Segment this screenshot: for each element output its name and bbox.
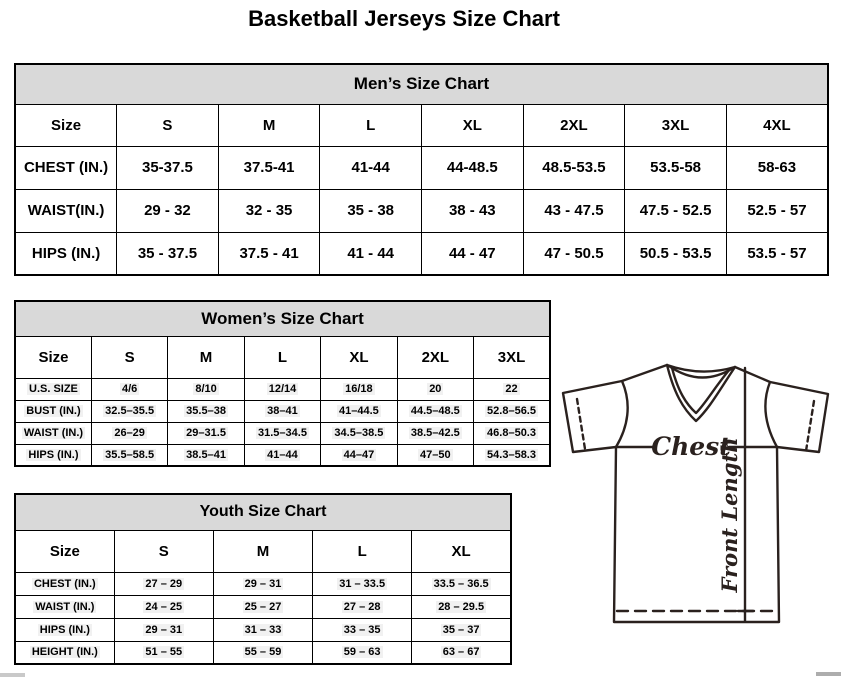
size-value: 31.5–34.5 xyxy=(244,422,320,444)
row-label: HEIGHT (IN.) xyxy=(15,641,114,664)
row-label: HIPS (IN.) xyxy=(15,618,114,641)
size-value: 20 xyxy=(397,378,473,400)
column-header: Size xyxy=(15,530,114,572)
size-value: 44 - 47 xyxy=(422,232,524,275)
size-value: 35-37.5 xyxy=(117,146,219,189)
womens-chart-title: Women’s Size Chart xyxy=(15,301,550,336)
size-value: 8/10 xyxy=(168,378,244,400)
size-value: 43 - 47.5 xyxy=(523,189,625,232)
size-value: 44–47 xyxy=(321,444,397,466)
size-value: 38.5–42.5 xyxy=(397,422,473,444)
size-value: 22 xyxy=(474,378,550,400)
size-value: 25 – 27 xyxy=(213,595,312,618)
column-header: Size xyxy=(15,104,117,146)
size-value: 32 - 35 xyxy=(218,189,320,232)
size-value: 35 - 38 xyxy=(320,189,422,232)
size-value: 32.5–35.5 xyxy=(91,400,167,422)
table-row xyxy=(15,189,828,232)
chest-label: Chest xyxy=(651,432,731,461)
column-header: Size xyxy=(15,336,91,378)
size-value: 35.5–58.5 xyxy=(91,444,167,466)
column-header: XL xyxy=(422,104,524,146)
size-value: 33.5 – 36.5 xyxy=(412,572,511,595)
size-value: 50.5 - 53.5 xyxy=(625,232,727,275)
column-header: M xyxy=(218,104,320,146)
row-label: WAIST (IN.) xyxy=(15,422,91,444)
size-value: 31 – 33.5 xyxy=(313,572,412,595)
size-value: 35 - 37.5 xyxy=(117,232,219,275)
column-header: M xyxy=(213,530,312,572)
row-label: CHEST (IN.) xyxy=(15,146,117,189)
size-value: 47 - 50.5 xyxy=(523,232,625,275)
column-header: XL xyxy=(321,336,397,378)
size-value: 59 – 63 xyxy=(313,641,412,664)
size-value: 52.8–56.5 xyxy=(474,400,550,422)
column-header: 4XL xyxy=(726,104,828,146)
size-value: 58-63 xyxy=(726,146,828,189)
size-value: 33 – 35 xyxy=(313,618,412,641)
size-value: 48.5-53.5 xyxy=(523,146,625,189)
size-value: 53.5 - 57 xyxy=(726,232,828,275)
table-row xyxy=(15,400,550,422)
size-value: 37.5 - 41 xyxy=(218,232,320,275)
table-row xyxy=(15,444,550,466)
size-value: 52.5 - 57 xyxy=(726,189,828,232)
size-value: 29 – 31 xyxy=(114,618,213,641)
column-header: 3XL xyxy=(625,104,727,146)
womens-size-chart-table xyxy=(14,300,551,467)
column-header: S xyxy=(114,530,213,572)
scrollbar-fragment-left[interactable] xyxy=(0,673,25,677)
row-label: WAIST(IN.) xyxy=(15,189,117,232)
column-header: 2XL xyxy=(523,104,625,146)
row-label: HIPS (IN.) xyxy=(15,232,117,275)
size-value: 31 – 33 xyxy=(213,618,312,641)
size-value: 35 – 37 xyxy=(412,618,511,641)
table-row xyxy=(15,146,828,189)
size-value: 27 – 29 xyxy=(114,572,213,595)
table-row xyxy=(15,618,511,641)
size-value: 28 – 29.5 xyxy=(412,595,511,618)
size-value: 38.5–41 xyxy=(168,444,244,466)
youth-size-chart-table xyxy=(14,493,512,665)
row-label: CHEST (IN.) xyxy=(15,572,114,595)
size-value: 26–29 xyxy=(91,422,167,444)
size-value: 27 – 28 xyxy=(313,595,412,618)
jersey-measurement-diagram xyxy=(557,357,837,629)
size-value: 53.5-58 xyxy=(625,146,727,189)
left-cuff-dashed-line xyxy=(577,399,585,449)
right-cuff-dashed-line xyxy=(806,401,814,451)
size-value: 47.5 - 52.5 xyxy=(625,189,727,232)
size-value: 38 - 43 xyxy=(422,189,524,232)
table-row xyxy=(15,378,550,400)
table-row xyxy=(15,595,511,618)
table-row xyxy=(15,422,550,444)
table-row xyxy=(15,572,511,595)
size-value: 16/18 xyxy=(321,378,397,400)
scrollbar-fragment-right[interactable] xyxy=(816,672,841,676)
size-value: 29–31.5 xyxy=(168,422,244,444)
mens-chart-title: Men’s Size Chart xyxy=(15,64,828,104)
size-value: 38–41 xyxy=(244,400,320,422)
column-header: 3XL xyxy=(474,336,550,378)
jersey-torso xyxy=(614,447,779,622)
size-value: 51 – 55 xyxy=(114,641,213,664)
size-value: 37.5-41 xyxy=(218,146,320,189)
column-header: L xyxy=(320,104,422,146)
column-header: M xyxy=(168,336,244,378)
column-header: 2XL xyxy=(397,336,473,378)
size-value: 47–50 xyxy=(397,444,473,466)
mens-size-chart-table xyxy=(14,63,829,276)
column-header: L xyxy=(244,336,320,378)
size-value: 63 – 67 xyxy=(412,641,511,664)
column-header: L xyxy=(313,530,412,572)
row-label: HIPS (IN.) xyxy=(15,444,91,466)
youth-chart-title: Youth Size Chart xyxy=(15,494,511,530)
size-value: 41–44 xyxy=(244,444,320,466)
page-title: Basketball Jerseys Size Chart xyxy=(248,6,560,31)
column-header: XL xyxy=(412,530,511,572)
size-value: 54.3–58.3 xyxy=(474,444,550,466)
column-header: S xyxy=(117,104,219,146)
size-value: 41-44 xyxy=(320,146,422,189)
size-value: 29 - 32 xyxy=(117,189,219,232)
size-value: 35.5–38 xyxy=(168,400,244,422)
size-value: 41 - 44 xyxy=(320,232,422,275)
size-value: 29 – 31 xyxy=(213,572,312,595)
size-value: 34.5–38.5 xyxy=(321,422,397,444)
size-value: 4/6 xyxy=(91,378,167,400)
size-value: 44-48.5 xyxy=(422,146,524,189)
size-value: 24 – 25 xyxy=(114,595,213,618)
size-value: 41–44.5 xyxy=(321,400,397,422)
front-length-label: Front Length xyxy=(717,437,742,593)
row-label: U.S. SIZE xyxy=(15,378,91,400)
row-label: BUST (IN.) xyxy=(15,400,91,422)
size-value: 44.5–48.5 xyxy=(397,400,473,422)
size-value: 55 – 59 xyxy=(213,641,312,664)
row-label: WAIST (IN.) xyxy=(15,595,114,618)
table-row xyxy=(15,641,511,664)
size-value: 46.8–50.3 xyxy=(474,422,550,444)
column-header: S xyxy=(91,336,167,378)
size-value: 12/14 xyxy=(244,378,320,400)
table-row xyxy=(15,232,828,275)
jersey-right-sleeve xyxy=(735,367,828,452)
